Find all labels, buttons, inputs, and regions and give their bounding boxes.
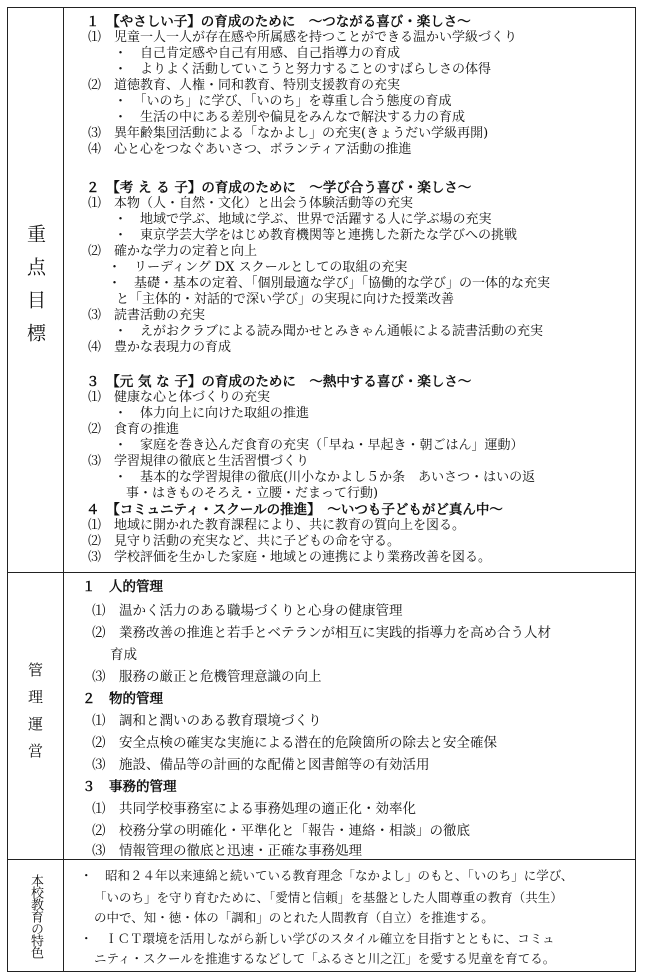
goal-item: ⑷ 豊かな表現力の育成 (88, 340, 232, 355)
goal-item: ⑴ 児童一人一人が存在感や所属感を持つことができる温かい学級づくり (88, 30, 518, 45)
feature-line: 「いのち」を守り育むために、「愛情と信頼」を基盤とした人間尊重の教育（共生） (94, 890, 563, 905)
goal-heading-4: ４ 【コミュニティ・スクールの推進】 ～いつも子どもがど真ん中～ (86, 502, 503, 518)
goal-bullet: ・ リーディング DX スクールとしての取組の充実 (108, 260, 408, 275)
section-label: 管理運営 (26, 662, 44, 770)
goal-bullet-cont: 事・はきものそろえ・立腰・だまって行動) (126, 486, 379, 501)
goal-item: ⑵ 道徳教育、人権・同和教育、特別支援教育の充実 (88, 78, 401, 93)
goal-heading-1: １ 【やさしい子】の育成のために ～つながる喜び・楽しさ～ (86, 14, 471, 30)
mgmt-item: ⑴ 温かく活力のある職場づくりと心身の健康管理 (92, 603, 403, 619)
feature-line: ・ ＩＣＴ環境を活用しながら新しい学びのスタイル確立を目指すとともに、コミュ (80, 931, 555, 946)
feature-line: ・ 昭和２４年以来連綿と続いている教育理念「なかよし」のもと、「いのち」に学び、 (80, 868, 574, 883)
goal-heading-3: ３ 【元 気 な 子】の育成のために ～熱中する喜び・楽しさ～ (86, 374, 472, 390)
goal-bullet: ・ 生活の中にある差別や偏見をみんなで解決する力の育成 (114, 110, 466, 125)
goal-bullet: ・ 家庭を巻き込んだ食育の充実（「早ね・早起き・朝ごはん」運動） (114, 438, 524, 453)
goal-bullet: ・ 東京学芸大学をはじめ教育機関等と連携した新たな学びへの挑戦 (114, 228, 518, 243)
goal-item: ⑶ 学習規律の徹底と生活習慣づくり (88, 454, 310, 469)
section-content (70, 8, 631, 572)
section-content (70, 860, 631, 971)
goal-item: ⑵ 食育の推進 (88, 422, 180, 437)
mgmt-heading-3: ３ 事務的管理 (82, 779, 177, 795)
section-label-cell (8, 860, 64, 971)
goal-item: ⑶ 学校評価を生かした家庭・地域との連携により業務改善を図る。 (88, 550, 492, 565)
goal-bullet: ・ よりよく活動していこうと努力することのすばらしさの体得 (114, 62, 492, 77)
section-label: 重点目標 (24, 224, 46, 356)
section-label: 本校教育の特色 (28, 873, 43, 958)
mgmt-heading-1: １ 人的管理 (82, 579, 163, 595)
goal-item: ⑶ 異年齢集団活動による「なかよし」の充実(きょうだい学級再開) (88, 126, 489, 141)
goal-bullet: ・ 「いのち」に学び、「いのち」を尊重し合う態度の育成 (114, 94, 452, 109)
section-label-cell (8, 8, 64, 572)
school-plan-table (7, 7, 636, 972)
goal-bullet: ・ 基礎・基本の定着、「個別最適な学び」「協働的な学び」の一体的な充実 (108, 276, 551, 291)
goal-bullet-cont: と「主体的・対話的で深い学び」の実現に向けた授業改善 (116, 292, 455, 307)
goal-item: ⑴ 本物（人・自然・文化）と出会う体験活動等の充実 (88, 196, 414, 211)
mgmt-item: ⑵ 校務分掌の明確化・平準化と「報告・連絡・相談」の徹底 (92, 823, 470, 839)
goal-bullet: ・ えがおクラブによる読み聞かせとみきゃん通帳による読書活動の充実 (114, 324, 544, 339)
section-content (70, 573, 631, 859)
mgmt-heading-2: ２ 物的管理 (82, 691, 163, 707)
goal-item: ⑷ 心と心をつなぐあいさつ、ボランティア活動の推進 (88, 142, 412, 157)
mgmt-item: ⑴ 共同学校事務室による事務処理の適正化・効率化 (92, 801, 416, 817)
goal-bullet: ・ 自己肯定感や自己有用感、自己指導力の育成 (114, 46, 401, 61)
feature-line: の中で、知・徳・体の「調和」のとれた人間教育（自立）を推進する。 (94, 910, 494, 925)
mgmt-item-cont: 育成 (110, 647, 137, 663)
mgmt-item: ⑵ 業務改善の推進と若手とベテランが相互に実践的指導力を高め合う人材 (92, 625, 551, 641)
goal-heading-2: ２ 【考 え る 子】の育成のために ～学び合う喜び・楽しさ～ (86, 180, 472, 196)
goal-bullet: ・ 地域で学ぶ、地域に学ぶ、世界で活躍する人に学ぶ場の充実 (114, 212, 492, 227)
section-management (8, 573, 635, 860)
section-label-cell (8, 573, 64, 859)
goal-item: ⑵ 確かな学力の定着と向上 (88, 244, 258, 259)
section-priority-goals (8, 8, 635, 573)
mgmt-item: ⑴ 調和と潤いのある教育環境づくり (92, 713, 322, 729)
feature-line: ニティ・スクールを推進するなどして「ふるさと川之江」を愛する児童を育てる。 (94, 951, 556, 966)
goal-item: ⑶ 読書活動の充実 (88, 308, 206, 323)
goal-bullet: ・ 体力向上に向けた取組の推進 (114, 406, 310, 421)
section-school-features (8, 860, 635, 971)
goal-item: ⑴ 地域に開かれた教育課程により、共に教育の質向上を図る。 (88, 518, 466, 533)
goal-bullet: ・ 基本的な学習規律の徹底(川小なかよし５か条 あいさつ・はいの返 (114, 470, 536, 485)
mgmt-item: ⑶ 情報管理の徹底と迅速・正確な事務処理 (92, 843, 362, 859)
mgmt-item: ⑵ 安全点検の確実な実施による潜在的危険箇所の除去と安全確保 (92, 735, 497, 751)
goal-item: ⑴ 健康な心と体づくりの充実 (88, 390, 271, 405)
mgmt-item: ⑶ 施設、備品等の計画的な配備と図書館等の有効活用 (92, 757, 430, 773)
mgmt-item: ⑶ 服務の厳正と危機管理意識の向上 (92, 669, 322, 685)
goal-item: ⑵ 見守り活動の充実など、共に子どもの命を守る。 (88, 534, 401, 549)
